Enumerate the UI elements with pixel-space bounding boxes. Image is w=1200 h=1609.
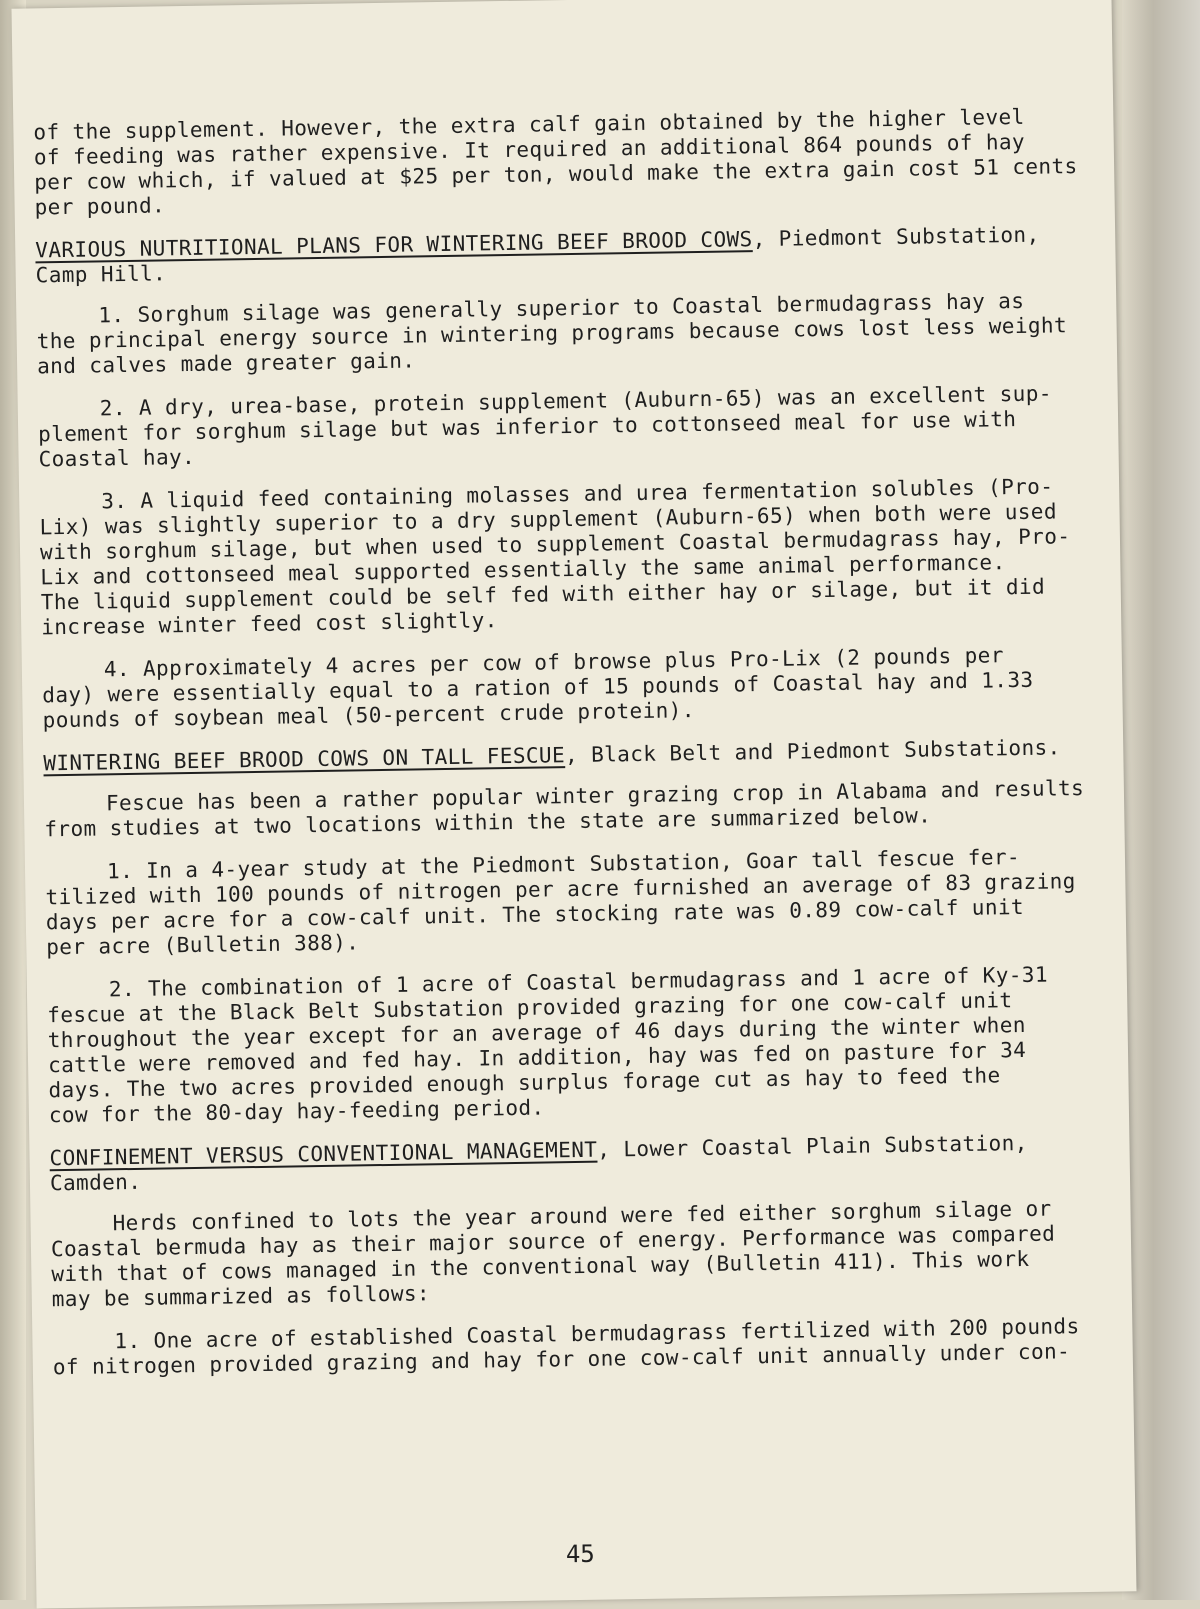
section-heading-confinement	[49, 1130, 1110, 1197]
section-location: , Black Belt and Piedmont Substations.	[564, 735, 1061, 768]
page-stack-edge	[1122, 0, 1200, 1600]
list-item: 1. Sorghum silage was generally superior to Coastal bermudagrass hay as the principal energy source in wintering programs because cows lost less weight and calves made greater gain.	[36, 288, 1068, 379]
list-item: 3. A liquid feed containing molasses and urea fermentation solubles (Pro- Lix) was slightly superior to a dry supplement (Auburn-65) when both were used with sorghum silage, but when used to supplement Coastal bermudagrass hay, Pro- Lix and cottonseed meal supported essentially the same animal performance. The liquid supplement could be self fed with either hay or silage, but it did increase winter feed cost slightly.	[39, 474, 1071, 640]
section-heading-tall-fescue	[43, 735, 1103, 777]
section-title: WINTERING BEEF BROOD COWS ON TALL FESCUE	[43, 743, 566, 776]
page-content	[33, 104, 1113, 1398]
list-item: 2. The combination of 1 acre of Coastal bermudagrass and 1 acre of Ky-31 fescue at the Black Belt Substation provided grazing for one cow-calf unit throughout the year except for an average of 46 days during the winter when cattle were removed and fed hay. In addition, hay was fed on pasture for 34 days. The two acres provided enough surplus forage cut as hay to feed the cow for the 80-day hay-feeding period.	[47, 962, 1049, 1128]
page-number: 45	[565, 1539, 595, 1569]
intro-paragraph: Herds confined to lots the year around were fed either sorghum silage or Coastal bermuda hay as their major source of energy. Performance was compared with that of cows managed in the conventional way (Bulletin 411). This work may be summarized as follows:	[50, 1196, 1056, 1312]
list-item: 1. In a 4-year study at the Piedmont Substation, Goar tall fescue fer- tilized with 100 pounds of nitrogen per acre furnished an average of 83 grazing days per acre for a cow-calf unit. The stocking rate was 0.89 cow-calf unit per acre (Bulletin 388).	[45, 845, 1076, 960]
section-title: VARIOUS NUTRITIONAL PLANS FOR WINTERING BEEF BROOD COWS	[35, 227, 753, 263]
intro-paragraph: Fescue has been a rather popular winter grazing crop in Alabama and results from studies at two locations within the state are summarized below.	[44, 775, 1085, 842]
list-item: 4. Approximately 4 acres per cow of browse plus Pro-Lix (2 pounds per day) were essentially equal to a ration of 15 pounds of Coastal hay and 1.33 pounds of soybean meal (50-percent crude protein).	[42, 643, 1034, 733]
list-item: 2. A dry, urea-base, protein supplement (Auburn-65) was an excellent sup- plement for sorghum silage but was inferior to cottonseed meal for use with Coastal hay.	[38, 381, 1053, 472]
section-title: CONFINEMENT VERSUS CONVENTIONAL MANAGEMENT	[49, 1137, 598, 1171]
list-item: 1. One acre of established Coastal bermudagrass fertilized with 200 pounds of nitrogen provided grazing and hay for one cow-calf unit annually under con-	[52, 1314, 1080, 1380]
section-location: , Lower Coastal Plain Substation, Camden.	[49, 1130, 1028, 1196]
document-page	[12, 0, 1137, 1609]
section-heading-nutritional-plans	[35, 222, 1096, 289]
section-location: , Piedmont Substation, Camp Hill.	[35, 222, 1040, 288]
continuation-paragraph: of the supplement. However, the extra calf gain obtained by the higher level of feeding was rather expensive. It required an additional 864 pounds of hay per cow which, if valued at $25 per ton, would make the extra gain cost 51 cents per pound.	[33, 104, 1078, 220]
